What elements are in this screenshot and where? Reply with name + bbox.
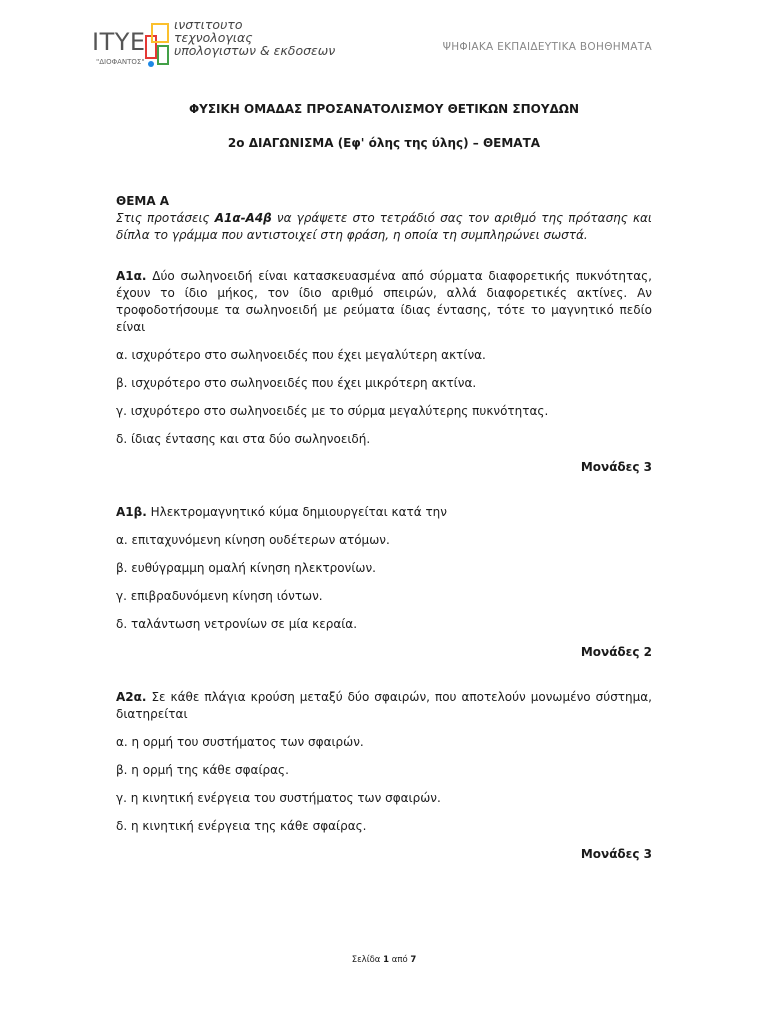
page-number: 1: [383, 955, 390, 965]
question-points: Μονάδες 3: [580, 460, 652, 474]
document-subtitle: 2ο ΔΙΑΓΩΝΙΣΜΑ (Εφ' όλης της ύλης) – ΘΕΜΑΤΑ: [227, 136, 541, 150]
answer-option: β. ισχυρότερο στο σωληνοειδές που έχει μικρότερη ακτίνα.: [116, 376, 477, 390]
answer-option: β. η ορμή της κάθε σφαίρας.: [116, 763, 289, 777]
question-block: [116, 504, 652, 661]
answer-option: α. ισχυρότερο στο σωληνοειδές που έχει μεγαλύτερη ακτίνα.: [116, 348, 486, 362]
section-instructions: [116, 210, 652, 244]
logo-mark-icon: [144, 18, 172, 70]
page-word: Σελίδα: [351, 955, 381, 965]
instructions-text: να γράψετε στο τετράδιό σας τον αριθμό της πρότασης και δίπλα το γράμμα που αντιστοιχεί στη φράση, η οποία τη συμπληρώνει σωστά.: [116, 211, 652, 242]
answer-option: γ. επιβραδυνόμενη κίνηση ιόντων.: [116, 589, 323, 603]
question-points: Μονάδες 2: [580, 645, 652, 659]
page-header: [0, 0, 768, 90]
logo-line: υπολογιστων & εκδοσεων: [174, 43, 336, 58]
question-block: [116, 689, 652, 863]
answer-option: γ. ισχυρότερο στο σωληνοειδές με το σύρμα μεγαλύτερης πυκνότητας.: [116, 404, 549, 418]
institute-logo: [92, 14, 336, 82]
question-stem: [116, 504, 652, 521]
question-label: Α1β.: [116, 505, 147, 519]
logo-diofantos-text: "ΔΙΟΦΑΝΤΟΣ": [96, 58, 145, 66]
question-text: Δύο σωληνοειδή είναι κατασκευασμένα από σύρματα διαφορετικής πυκνότητας, έχουν το ίδιο μήκος, τον ίδιο αριθμό σπειρών, αλλά διαφορετικές ακτίνες. Αν τροφοδοτήσουμε τα σωληνοειδή με ρεύματα ίδιας έντασης, τότε το μαγνητικό πεδίο είναι: [116, 269, 652, 334]
question-stem: [116, 268, 652, 336]
answer-option: δ. ίδιας έντασης και στα δύο σωληνοειδή.: [116, 432, 371, 446]
document-body: [116, 193, 652, 863]
answer-option: γ. η κινητική ενέργεια του συστήματος των σφαιρών.: [116, 791, 441, 805]
question-block: [116, 268, 652, 476]
question-label: Α1α.: [116, 269, 147, 283]
document-title: ΦΥΣΙΚΗ ΟΜΑΔΑΣ ΠΡΟΣΑΝΑΤΟΛΙΣΜΟΥ ΘΕΤΙΚΩΝ ΣΠΟΥΔΩΝ: [188, 102, 580, 116]
question-stem: [116, 689, 652, 723]
answer-option: α. η ορμή του συστήματος των σφαιρών.: [116, 735, 364, 749]
answer-option: δ. ταλάντωση νετρονίων σε μία κεραία.: [116, 617, 358, 631]
logo-itye-text: ITYE: [92, 28, 146, 56]
answer-option: β. ευθύγραμμη ομαλή κίνηση ηλεκτρονίων.: [116, 561, 376, 575]
question-label: Α2α.: [116, 690, 147, 704]
header-tagline: ΨΗΦΙΑΚΑ ΕΚΠΑΙΔΕΥΤΙΚΑ ΒΟΗΘΗΜΑΤΑ: [442, 41, 652, 53]
question-points: Μονάδες 3: [580, 847, 652, 861]
logo-line: ινστιτουτο: [174, 17, 243, 32]
page-total: 7: [410, 955, 417, 965]
instructions-text: Στις προτάσεις: [116, 211, 215, 225]
section-title: ΘΕΜΑ Α: [116, 194, 170, 208]
page-footer: [0, 955, 768, 965]
answer-option: α. επιταχυνόμενη κίνηση ουδέτερων ατόμων.: [116, 533, 390, 547]
question-text: Ηλεκτρομαγνητικό κύμα δημιουργείται κατά την: [146, 505, 447, 519]
question-text: Σε κάθε πλάγια κρούση μεταξύ δύο σφαιρών, που αποτελούν μονωμένο σύστημα, διατηρείται: [116, 690, 652, 721]
answer-option: δ. η κινητική ενέργεια της κάθε σφαίρας.: [116, 819, 367, 833]
page-of-word: από: [391, 955, 408, 965]
logo-line: τεχνολογιας: [174, 30, 253, 45]
logo-institute-name: [174, 18, 335, 57]
instructions-range: Α1α-Α4β: [214, 211, 272, 225]
